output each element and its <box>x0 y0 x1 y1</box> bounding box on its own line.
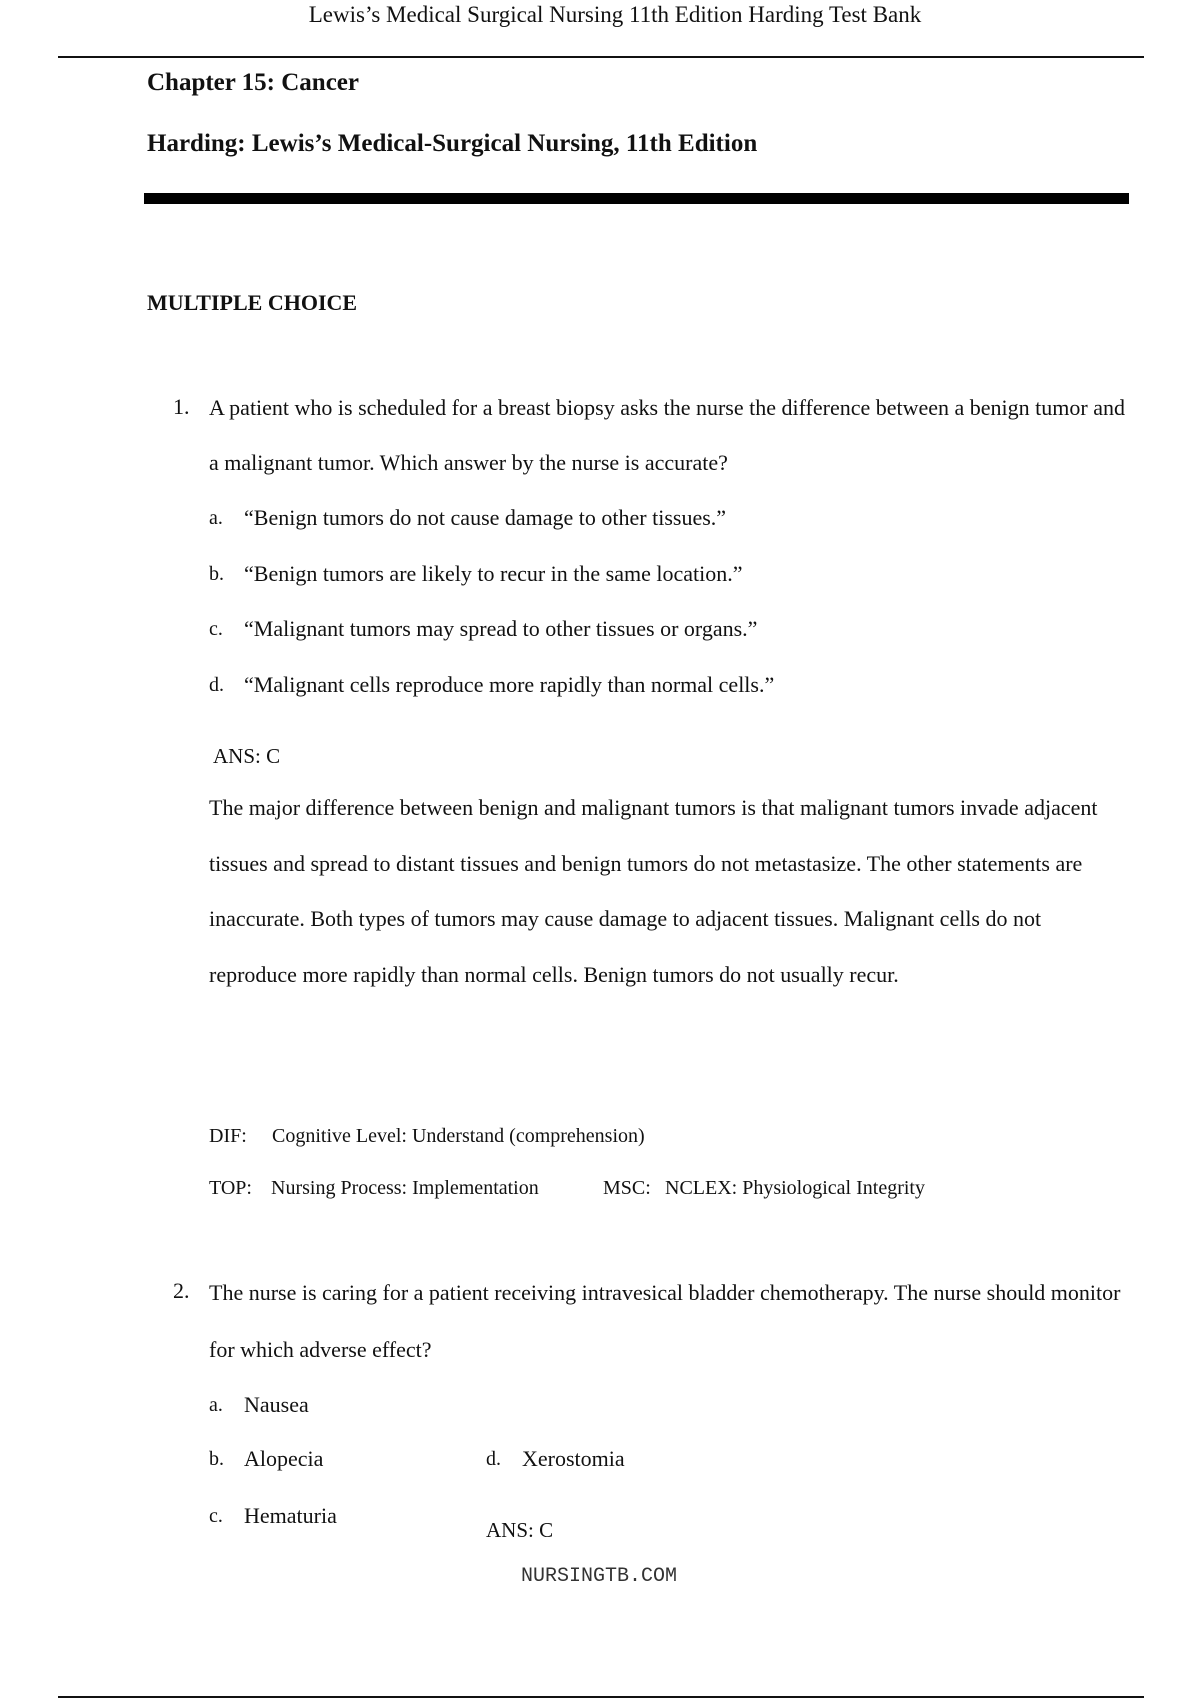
option-letter: d. <box>486 1448 501 1470</box>
option-text: Xerostomia <box>522 1446 625 1471</box>
footer-site: NURSINGTB.COM <box>521 1565 678 1588</box>
dif-label: DIF: <box>209 1125 247 1147</box>
option-letter: b. <box>209 1448 224 1470</box>
option-text: “Malignant tumors may spread to other tissues or organs.” <box>244 616 758 641</box>
section-heading: MULTIPLE CHOICE <box>147 290 358 315</box>
option-text: Nausea <box>244 1392 309 1417</box>
question-number: 2. <box>173 1278 190 1303</box>
top-value: Nursing Process: Implementation <box>271 1177 539 1199</box>
msc-value: NCLEX: Physiological Integrity <box>665 1177 925 1199</box>
option-letter: c. <box>209 618 223 640</box>
option-text: “Benign tumors do not cause damage to other tissues.” <box>244 505 727 530</box>
msc-label: MSC: <box>603 1177 651 1199</box>
option-text: Alopecia <box>244 1446 324 1471</box>
question-stem: A patient who is scheduled for a breast biopsy asks the nurse the difference between a benign tumor and a malignant tumor. Which answer by the nurse is accurate? <box>209 395 1125 475</box>
footer-divider <box>58 1696 1144 1698</box>
dif-value: Cognitive Level: Understand (comprehension) <box>272 1125 645 1147</box>
answer: ANS: C <box>486 1518 554 1542</box>
option-text: “Malignant cells reproduce more rapidly than normal cells.” <box>244 672 775 697</box>
title-divider <box>144 193 1129 204</box>
book-title: Harding: Lewis’s Medical-Surgical Nursing, 11th Edition <box>147 130 758 157</box>
question-stem: The nurse is caring for a patient receiving intravesical bladder chemotherapy. The nurse should monitor for which adverse effect? <box>209 1280 1121 1362</box>
option-letter: d. <box>209 674 224 696</box>
option-text: “Benign tumors are likely to recur in the same location.” <box>244 561 743 586</box>
option-letter: a. <box>209 1394 223 1416</box>
answer: ANS: C <box>213 744 281 768</box>
chapter-title: Chapter 15: Cancer <box>147 69 359 96</box>
running-header: Lewis’s Medical Surgical Nursing 11th Edition Harding Test Bank <box>308 2 922 27</box>
header-divider <box>58 56 1144 58</box>
option-letter: b. <box>209 563 224 585</box>
question-number: 1. <box>173 394 190 419</box>
rationale: The major difference between benign and malignant tumors is that malignant tumors invade adjacent tissues and spread to distant tissues and benign tumors do not metastasize. The other statements are inaccurate. Both types of tumors may cause damage to adjacent tissues. Malignant cells do not reproduce more rapidly than normal cells. Benign tumors do not usually recur. <box>209 795 1098 987</box>
option-letter: a. <box>209 507 223 529</box>
option-text: Hematuria <box>244 1503 337 1528</box>
top-label: TOP: <box>209 1177 252 1199</box>
option-letter: c. <box>209 1505 223 1527</box>
